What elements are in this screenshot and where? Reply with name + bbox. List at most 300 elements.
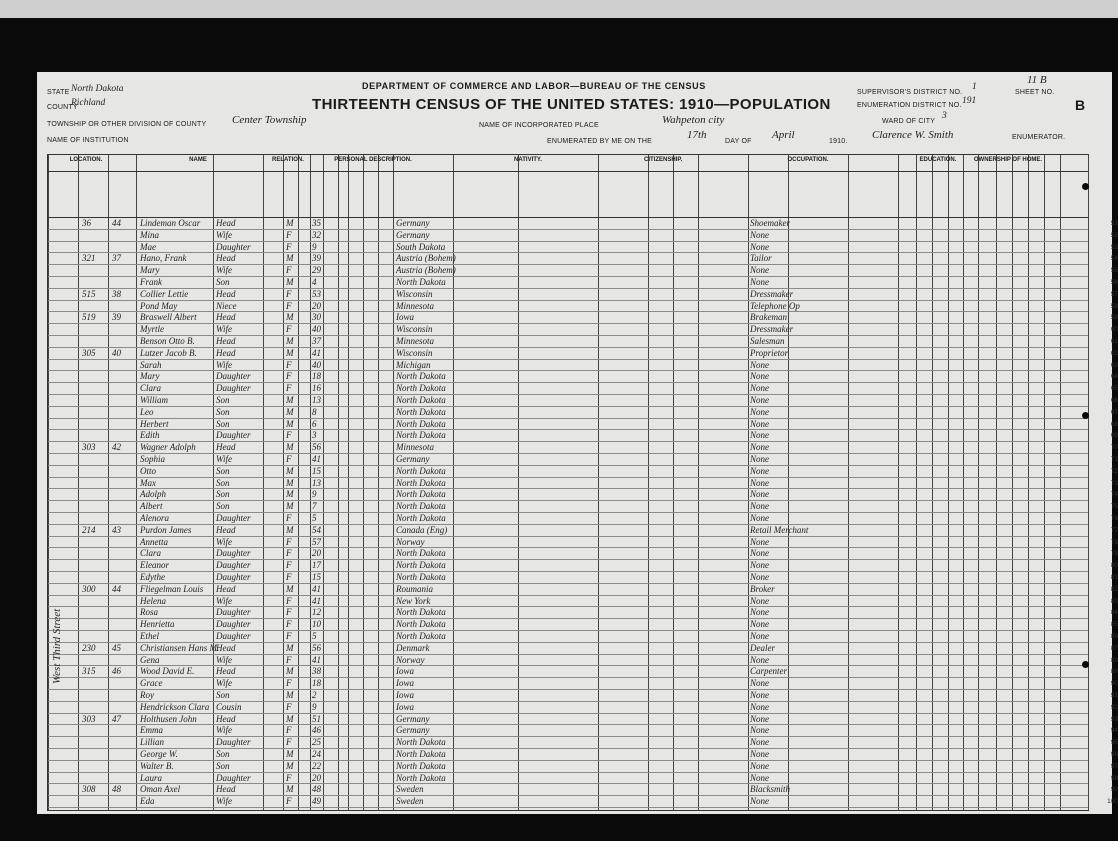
cell-age: 39 [312, 253, 321, 264]
cell-fam: 45 [112, 642, 121, 653]
cell-rel: Son [216, 395, 230, 405]
cell-fam: 44 [112, 218, 121, 228]
cell-age: 41 [312, 454, 321, 464]
cell-sex: F [286, 654, 292, 665]
cell-rel: Wife [216, 359, 232, 370]
institution-label: NAME OF INSTITUTION [47, 137, 129, 144]
cell-sex: M [286, 489, 294, 500]
cell-dw: 321 [82, 253, 96, 264]
cell-occ: None [750, 241, 769, 252]
row-rule [48, 453, 1088, 454]
cell-name: Sophia [140, 454, 166, 464]
line-number: 97 [1110, 762, 1118, 770]
cell-occ: None [750, 501, 769, 512]
cell-sex: F [286, 241, 292, 252]
cell-age: 51 [312, 713, 321, 724]
county-value: Richland [71, 98, 106, 108]
cell-rel: Son [216, 690, 230, 700]
cell-rel: Son [216, 406, 230, 417]
cell-age: 20 [312, 772, 321, 783]
cell-name: Ethel [140, 631, 159, 641]
cell-age: 41 [312, 654, 321, 665]
line-number: 74 [1110, 491, 1118, 499]
cell-name: Henrietta [140, 619, 175, 630]
cell-rel: Wife [216, 536, 232, 547]
cell-name: Sarah [140, 359, 162, 370]
cell-age: 37 [312, 336, 321, 346]
cell-sex: M [286, 406, 294, 417]
row-rule [48, 370, 1088, 371]
cell-occ: None [750, 536, 769, 547]
cell-rel: Daughter [216, 241, 251, 252]
cell-name: Edith [140, 430, 160, 441]
cell-rel: Head [216, 253, 236, 264]
cell-age: 3 [312, 430, 317, 441]
line-number: 58 [1110, 302, 1118, 310]
cell-occ: Brakeman [750, 312, 787, 323]
supervisor-label: SUPERVISOR'S DISTRICT NO. [857, 89, 963, 96]
cell-name: Laura [140, 772, 163, 783]
line-number: 100 [1107, 798, 1118, 806]
cell-occ: Shoemaker [750, 218, 790, 228]
cell-sex: F [286, 371, 292, 382]
cell-age: 49 [312, 796, 321, 807]
state-value: North Dakota [71, 84, 124, 94]
line-number: 94 [1110, 727, 1118, 735]
cell-rel: Cousin [216, 701, 242, 712]
cell-age: 56 [312, 442, 321, 453]
line-number: 52 [1110, 231, 1118, 239]
row-rule [48, 418, 1088, 419]
cell-sex: F [286, 265, 292, 276]
cell-name: Edythe [140, 572, 165, 582]
row-rule [48, 630, 1088, 631]
cell-age: 20 [312, 548, 321, 559]
line-number: 77 [1110, 526, 1118, 534]
cell-age: 13 [312, 395, 321, 405]
sheet-corner-mark: 11 B [1027, 74, 1047, 86]
sheet-label: SHEET NO. [1015, 89, 1055, 96]
cell-age: 53 [312, 288, 321, 299]
line-number: 65 [1110, 385, 1118, 393]
cell-sex: M [286, 336, 294, 346]
col-location: LOCATION. [69, 157, 103, 163]
cell-sex: F [286, 607, 292, 618]
row-rule [48, 429, 1088, 430]
cell-occ: Carpenter [750, 666, 787, 677]
cell-place: North Dakota [396, 548, 446, 559]
cell-rel: Head [216, 312, 236, 323]
cell-rel: Wife [216, 654, 232, 665]
cell-occ: None [750, 572, 769, 582]
cell-age: 46 [312, 725, 321, 736]
cell-occ: None [750, 277, 769, 287]
cell-sex: F [286, 383, 292, 394]
cell-occ: None [750, 607, 769, 618]
cell-occ: None [750, 595, 769, 606]
cell-dw: 300 [82, 583, 96, 594]
cell-age: 29 [312, 265, 321, 276]
punch-hole [1082, 183, 1089, 190]
cell-age: 54 [312, 524, 321, 535]
cell-rel: Wife [216, 265, 232, 276]
cell-occ: None [750, 772, 769, 783]
line-number: 91 [1110, 692, 1118, 699]
cell-sex: M [286, 642, 294, 653]
cell-fam: 39 [112, 312, 121, 323]
row-rule [48, 795, 1088, 796]
cell-place: North Dakota [396, 430, 446, 441]
cell-place: North Dakota [396, 631, 446, 641]
row-rule [48, 760, 1088, 761]
cell-sex: F [286, 430, 292, 441]
cell-place: Germany [396, 218, 430, 228]
cell-name: Wood David E. [140, 666, 195, 677]
cell-place: Denmark [396, 642, 430, 653]
col-occupation: OCCUPATION. [787, 157, 829, 163]
cell-age: 22 [312, 760, 321, 771]
cell-place: New York [396, 595, 431, 606]
col-citizenship: CITIZENSHIP. [644, 157, 683, 163]
place-label: NAME OF INCORPORATED PLACE [479, 122, 599, 129]
cell-place: Iowa [396, 678, 414, 689]
cell-sex: F [286, 288, 292, 299]
cell-place: North Dakota [396, 465, 446, 476]
cell-age: 9 [312, 489, 317, 500]
cell-sex: M [286, 395, 294, 405]
ward-no: 3 [942, 111, 947, 121]
cell-rel: Wife [216, 678, 232, 689]
cell-sex: M [286, 253, 294, 264]
cell-occ: Blacksmith [750, 784, 790, 795]
cell-sex: F [286, 701, 292, 712]
row-rule [48, 347, 1088, 348]
cell-place: North Dakota [396, 513, 446, 523]
ed-label: ENUMERATION DISTRICT NO. [857, 102, 962, 109]
cell-rel: Son [216, 760, 230, 771]
cell-sex: M [286, 501, 294, 512]
cell-fam: 38 [112, 288, 121, 299]
cell-place: Sweden [396, 784, 424, 795]
row-rule [48, 654, 1088, 655]
cell-place: Germany [396, 725, 430, 736]
cell-occ: None [750, 465, 769, 476]
cell-occ: Proprietor [750, 347, 789, 358]
row-rule [48, 382, 1088, 383]
cell-place: Sweden [396, 796, 424, 807]
punch-hole [1082, 661, 1089, 668]
cell-sex: M [286, 690, 294, 700]
cell-occ: Retail Merchant [750, 524, 809, 535]
township-value: Center Township [232, 114, 307, 126]
cell-occ: None [750, 749, 769, 759]
cell-occ: None [750, 513, 769, 523]
cell-place: North Dakota [396, 572, 446, 582]
cell-name: Grace [140, 678, 163, 689]
cell-place: North Dakota [396, 406, 446, 417]
cell-place: North Dakota [396, 395, 446, 405]
punch-hole [1082, 412, 1089, 419]
cell-sex: F [286, 725, 292, 736]
row-rule [48, 335, 1088, 336]
line-number: 73 [1110, 479, 1118, 487]
cell-rel: Head [216, 288, 236, 299]
cell-fam: 43 [112, 524, 121, 535]
department-line: DEPARTMENT OF COMMERCE AND LABOR—BUREAU OF THE CENSUS [362, 81, 706, 91]
cell-place: Austria (Bohem) [396, 265, 456, 276]
row-rule [48, 477, 1088, 478]
cell-age: 48 [312, 784, 321, 795]
line-number: 89 [1110, 668, 1118, 676]
row-rule [48, 748, 1088, 749]
cell-place: Norway [396, 536, 425, 547]
cell-age: 38 [312, 666, 321, 677]
cell-rel: Daughter [216, 607, 251, 618]
cell-place: Iowa [396, 666, 414, 677]
col-name: NAME [189, 157, 207, 163]
row-rule [48, 241, 1088, 242]
cell-age: 6 [312, 418, 317, 429]
line-number: 53 [1110, 243, 1118, 251]
cell-sex: F [286, 595, 292, 606]
cell-fam: 37 [112, 253, 121, 264]
cell-name: Adolph [140, 489, 166, 500]
cell-sex: F [286, 454, 292, 464]
cell-age: 17 [312, 560, 321, 571]
header-rule [48, 171, 1088, 172]
cell-age: 7 [312, 501, 317, 512]
cell-rel: Niece [216, 300, 237, 311]
row-rule [48, 783, 1088, 784]
col-ownership: OWNERSHIP OF HOME. [973, 157, 1043, 163]
row-rule [48, 547, 1088, 548]
township-label: TOWNSHIP OR OTHER DIVISION OF COUNTY [47, 121, 207, 128]
cell-name: Christiansen Hans M. [140, 642, 220, 653]
cell-place: North Dakota [396, 383, 446, 394]
row-rule [48, 488, 1088, 489]
cell-age: 41 [312, 347, 321, 358]
col-relation: RELATION. [272, 157, 304, 163]
cell-place: North Dakota [396, 760, 446, 771]
cell-sex: F [286, 229, 292, 240]
cell-rel: Daughter [216, 631, 251, 641]
cell-name: Annetta [140, 536, 168, 547]
cell-name: Herbert [140, 418, 169, 429]
cell-rel: Daughter [216, 619, 251, 630]
census-sheet [37, 72, 1118, 814]
cell-fam: 46 [112, 666, 121, 677]
cell-occ: None [750, 371, 769, 382]
cell-sex: F [286, 324, 292, 335]
cell-dw: 519 [82, 312, 96, 323]
ward-label: WARD OF CITY [882, 118, 936, 125]
row-rule [48, 713, 1088, 714]
cell-occ: None [750, 359, 769, 370]
cell-name: Purdon James [140, 524, 192, 535]
supervisor-no: 1 [972, 82, 977, 92]
line-number: 56 [1110, 279, 1118, 286]
cell-sex: F [286, 548, 292, 559]
line-number: 55 [1110, 267, 1118, 275]
row-rule [48, 359, 1088, 360]
cell-age: 12 [312, 607, 321, 618]
row-rule [48, 311, 1088, 312]
line-number: 92 [1110, 703, 1118, 711]
cell-age: 9 [312, 701, 317, 712]
cell-rel: Wife [216, 229, 232, 240]
line-number: 72 [1110, 467, 1118, 475]
cell-age: 9 [312, 241, 317, 252]
col-education: EDUCATION. [919, 157, 957, 163]
cell-age: 41 [312, 595, 321, 606]
line-number: 62 [1110, 349, 1118, 357]
cell-occ: None [750, 760, 769, 771]
cell-place: Germany [396, 229, 430, 240]
cell-occ: None [750, 395, 769, 405]
ed-no: 191 [962, 96, 977, 106]
cell-occ: None [750, 406, 769, 417]
cell-place: Iowa [396, 312, 414, 323]
cell-occ: None [750, 265, 769, 276]
cell-age: 18 [312, 678, 321, 689]
cell-dw: 305 [82, 347, 96, 358]
line-number: 75 [1110, 503, 1118, 511]
cell-place: North Dakota [396, 772, 446, 783]
line-number: 70 [1110, 444, 1118, 452]
cell-occ: None [750, 560, 769, 571]
cell-place: North Dakota [396, 749, 446, 759]
cell-place: Wisconsin [396, 347, 433, 358]
line-number: 76 [1110, 515, 1118, 522]
state-label: STATE [47, 89, 70, 96]
cell-sex: F [286, 772, 292, 783]
cell-dw: 214 [82, 524, 96, 535]
day-of-label: DAY OF [725, 138, 752, 145]
cell-occ: Telephone Op [750, 300, 800, 311]
cell-rel: Wife [216, 725, 232, 736]
cell-rel: Daughter [216, 560, 251, 571]
line-number: 67 [1110, 408, 1118, 416]
cell-sex: F [286, 560, 292, 571]
cell-rel: Head [216, 442, 236, 453]
enumerated-label: ENUMERATED BY ME ON THE [547, 138, 652, 145]
place-value: Wahpeton city [662, 114, 725, 126]
cell-occ: None [750, 678, 769, 689]
column-rule [1088, 155, 1089, 810]
cell-place: Germany [396, 713, 430, 724]
cell-rel: Wife [216, 796, 232, 807]
cell-age: 8 [312, 406, 317, 417]
cell-name: Eda [140, 796, 155, 807]
cell-age: 5 [312, 631, 317, 641]
cell-rel: Head [216, 666, 236, 677]
cell-dw: 303 [82, 442, 96, 453]
row-rule [48, 465, 1088, 466]
row-rule [48, 677, 1088, 678]
row-rule [48, 394, 1088, 395]
cell-fam: 42 [112, 442, 121, 453]
line-number: 81 [1110, 574, 1118, 581]
cell-rel: Son [216, 749, 230, 759]
cell-place: South Dakota [396, 241, 446, 252]
cell-occ: None [750, 713, 769, 724]
cell-rel: Son [216, 465, 230, 476]
cell-rel: Daughter [216, 572, 251, 582]
cell-occ: None [750, 383, 769, 394]
cell-place: North Dakota [396, 560, 446, 571]
cell-place: North Dakota [396, 737, 446, 748]
cell-sex: M [286, 784, 294, 795]
row-rule [48, 559, 1088, 560]
enumerated-month: April [772, 129, 795, 141]
cell-place: Iowa [396, 701, 414, 712]
enumerator-name: Clarence W. Smith [872, 129, 954, 141]
row-rule [48, 288, 1088, 289]
cell-name: Wagner Adolph [140, 442, 196, 453]
cell-place: Minnesota [396, 442, 434, 453]
cell-age: 35 [312, 218, 321, 228]
col-personal: PERSONAL DESCRIPTION. [334, 157, 412, 163]
cell-place: North Dakota [396, 277, 446, 287]
cell-sex: F [286, 536, 292, 547]
cell-rel: Daughter [216, 430, 251, 441]
cell-sex: F [286, 619, 292, 630]
cell-name: Hano, Frank [140, 253, 187, 264]
line-number: 69 [1110, 432, 1118, 440]
cell-sex: F [286, 737, 292, 748]
row-rule [48, 618, 1088, 619]
cell-name: Max [140, 477, 156, 488]
cell-sex: M [286, 583, 294, 594]
line-number: 51 [1110, 220, 1118, 227]
cell-age: 57 [312, 536, 321, 547]
cell-place: Austria (Bohem) [396, 253, 456, 264]
cell-sex: M [286, 312, 294, 323]
line-number: 87 [1110, 644, 1118, 652]
cell-sex: M [286, 477, 294, 488]
cell-occ: Dressmaker [750, 324, 794, 335]
cell-sex: F [286, 300, 292, 311]
row-rule [48, 807, 1088, 808]
cell-sex: M [286, 442, 294, 453]
row-rule [48, 500, 1088, 501]
cell-place: Wisconsin [396, 288, 433, 299]
cell-occ: None [750, 619, 769, 630]
cell-name: William [140, 395, 169, 405]
row-rule [48, 524, 1088, 525]
cell-rel: Daughter [216, 737, 251, 748]
enumerated-year: 1910. [829, 138, 848, 145]
cell-occ: None [750, 548, 769, 559]
cell-occ: None [750, 725, 769, 736]
cell-dw: 36 [82, 218, 91, 228]
cell-name: Emma [140, 725, 163, 736]
cell-occ: None [750, 701, 769, 712]
line-number: 85 [1110, 621, 1118, 629]
line-number: 80 [1110, 562, 1118, 570]
cell-rel: Head [216, 784, 236, 795]
row-rule [48, 300, 1088, 301]
cell-age: 15 [312, 572, 321, 582]
cell-place: Iowa [396, 690, 414, 700]
cell-dw: 315 [82, 666, 96, 677]
cell-place: North Dakota [396, 619, 446, 630]
cell-rel: Head [216, 524, 236, 535]
row-rule [48, 724, 1088, 725]
cell-age: 32 [312, 229, 321, 240]
cell-name: Lutzer Jacob B. [140, 347, 197, 358]
cell-name: Benson Otto B. [140, 336, 195, 346]
